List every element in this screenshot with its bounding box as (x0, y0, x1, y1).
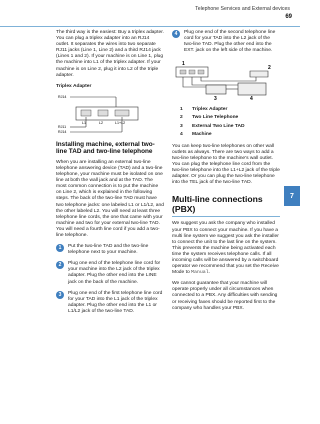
pbx-paragraph-text: We suggest you ask the company who installed your PBX to connect your machine. If you have a multi line system we suggest you ask the installer to connect the unit to the last line on the system. This prevents the machine being activated each time the system receives telephone calls. If all incoming calls will be answered by a switchboard operator we recommend that you set the Receive Mode to (172, 221, 279, 276)
page-number: 69 (285, 14, 292, 20)
page-header (0, 0, 300, 27)
section-heading-installing: Installing machine, external two-line TAD and two-line telephone (56, 140, 155, 156)
machine-shape (238, 83, 266, 95)
pbx-paragraph: We suggest you ask the company who installed your PBX to connect your machine. If you have a multi line system we suggest you ask the installer to connect the unit to the last line on the system. This prevents the machine being activated each time the system receives telephone calls. If all incoming calls will be answered by a switchboard operator we recommend that you set the Receive Mode to Manual. (172, 221, 279, 276)
legend-number: 2 (180, 115, 183, 121)
step-text: Plug one end of the first telephone line cord for your TAD into the L1 jack of the triplex adapter. Plug the other end into the L1 or L1/L2 jack of the two-line TAD. (68, 290, 163, 314)
legend-item (180, 115, 280, 121)
step-item (56, 261, 164, 285)
step-text: Plug one end of the telephone line cord for your machine into the L2 jack of the triplex adapter. Plug the other end into the LINE jack on the back of the machine. (68, 261, 161, 285)
legend-item (180, 124, 280, 130)
jack-l1l2 (115, 110, 129, 116)
legend-text: Machine (192, 131, 212, 137)
jack-shape (180, 70, 186, 74)
rj11-label: RJ11 (58, 124, 67, 129)
chapter-tab: 7 (284, 186, 300, 206)
callout-1: 1 (182, 61, 185, 68)
jack-shape (198, 70, 204, 74)
callout-2: 2 (268, 65, 271, 72)
callout-4: 4 (250, 96, 253, 102)
step-number: 2 (56, 261, 64, 269)
triplex-adapter-label: Triplex Adapter (56, 83, 92, 89)
intro-paragraph: The third way is the easiest: Buy a triplex adapter. You can plug a triplex adapter into an RJ14 outlet. It separates the wires into two separate RJ11 jacks (Line 1, Line 2) and a third RJ14 jack (Lines 1 and 2). If your machine is on Line 1, plug the machine into L1 of the triplex adapter. If your machine is on Line 2, plug it into L2 of the triple adapter. (56, 30, 164, 78)
tad-shape (206, 85, 226, 94)
installing-paragraph: When you are installing an external two-line telephone answering device (TAD) and a two-line telephone, your machine must be isolated on one line at both the wall jack and at the TAD. The most common connection is to put the machine on Line 2, which is explained in the following steps. The back of the two-line TAD must have two telephone jacks: one labeled L1 or L1/L2, and the other labeled L2. You will need at least three telephone line cords, the one that came with your machine and two for your external two-line TAD. You will need a fourth line cord if you add a two-line telephone. (56, 159, 164, 238)
jack-l2 (98, 110, 108, 116)
header-title: Telephone Services and External devices (195, 6, 290, 12)
legend-item (180, 132, 280, 138)
step-number: 3 (56, 291, 64, 299)
step-item (172, 30, 280, 54)
connection-diagram-svg (172, 59, 280, 101)
triplex-diagram-svg (56, 93, 164, 135)
cord-line (201, 77, 256, 81)
two-line-telephone-paragraph: You can keep two-line telephones on other wall outlets as always. There are two ways to add a two-line telephone to the machine's wall outlet. You can plug the telephone line cord from the two-line telephone into the L1+L2 jack of the triple adapter. Or you can plug the two-line telephone into the TEL jack of the two-line TAD. (172, 143, 280, 186)
step-number: 4 (172, 30, 180, 38)
legend-text: External Two Line TAD (192, 123, 245, 129)
jack-shape (189, 70, 195, 74)
legend-text: Two Line Telephone (192, 115, 239, 121)
connection-diagram (172, 59, 280, 101)
step-text: Put the two-line TAD and the two-line telephone next to your machine. (68, 244, 149, 256)
l1l2-label: L1+L2 (115, 120, 126, 125)
jack-l1 (81, 110, 91, 116)
step-item (56, 291, 164, 315)
legend-number: 4 (180, 131, 183, 137)
legend-item (180, 107, 280, 113)
rj14-bottom-label: RJ14 (58, 129, 67, 134)
step-text: Plug one end of the second telephone line cord for your TAD into the L2 jack of the two-line TAD. Plug the other end into the EXT. jack on the left side of the machine. (184, 30, 276, 54)
section-heading-pbx: Multi-line connections (PBX) (172, 194, 280, 217)
l2-label: L2 (99, 120, 103, 125)
right-column (172, 30, 280, 317)
legend-number: 1 (180, 107, 183, 113)
telephone-shape (250, 71, 268, 77)
step-item (56, 244, 164, 256)
left-column (56, 30, 164, 320)
l1-label: L1 (82, 120, 86, 125)
callout-3: 3 (214, 96, 217, 102)
diagram-legend (180, 107, 280, 137)
triplex-adapter-diagram (56, 93, 164, 135)
legend-number: 3 (180, 123, 183, 129)
pbx-warning-paragraph: We cannot guarantee that your machine will operate properly under all circumstances when connected to a PBX. Any difficulties with sending or receiving faxes should be reported first to the company who handles your PBX. (172, 281, 278, 311)
step-number: 1 (56, 244, 64, 252)
legend-text: Triplex Adapter (192, 107, 228, 113)
rj14-top-label: RJ14 (58, 94, 67, 99)
receive-mode-value: Manual (191, 270, 209, 276)
